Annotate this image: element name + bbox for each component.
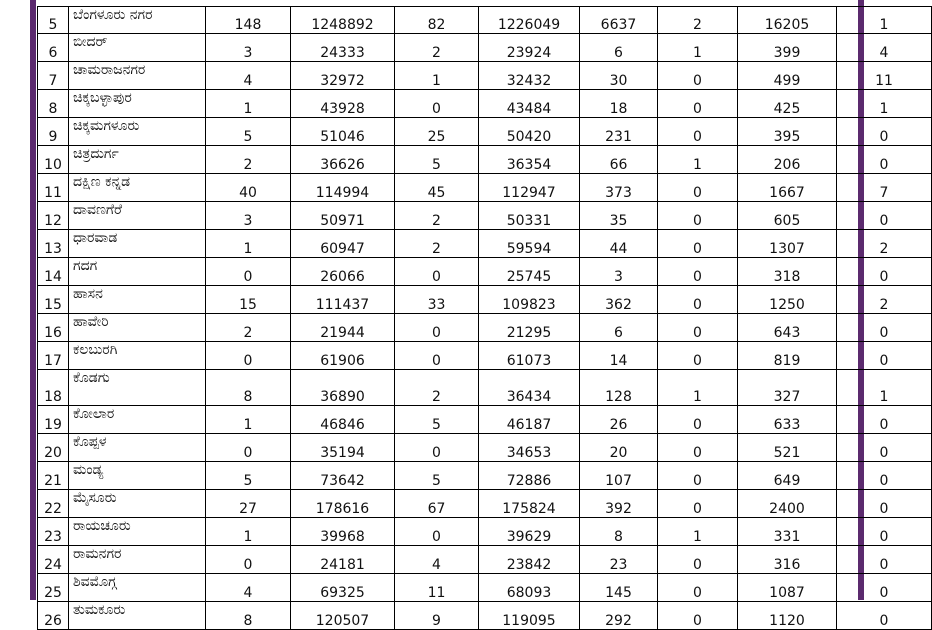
col5-cell: 145 — [580, 574, 658, 602]
col2-cell: 60947 — [291, 230, 395, 258]
col4-cell: 25745 — [479, 258, 580, 286]
col2-cell: 120507 — [291, 602, 395, 630]
col1-cell: 148 — [206, 7, 291, 34]
col1-cell: 1 — [206, 230, 291, 258]
serial-number-cell: 25 — [38, 574, 69, 602]
district-name-cell: ಹಾವೇರಿ — [69, 314, 206, 342]
col5-cell: 6 — [580, 314, 658, 342]
col3-cell: 33 — [395, 286, 479, 314]
col5-cell: 35 — [580, 202, 658, 230]
col3-cell: 0 — [395, 342, 479, 370]
table-row — [38, 7, 932, 34]
col2-cell: 32972 — [291, 62, 395, 90]
col6-cell: 0 — [658, 90, 738, 118]
col8-cell: 1 — [837, 90, 932, 118]
col5-cell: 292 — [580, 602, 658, 630]
col5-cell: 392 — [580, 490, 658, 518]
district-name-cell: ಧಾರವಾಡ — [69, 230, 206, 258]
col7-cell: 425 — [738, 90, 837, 118]
col7-cell: 633 — [738, 406, 837, 434]
col1-cell: 5 — [206, 118, 291, 146]
table-row — [38, 518, 932, 546]
col1-cell: 3 — [206, 34, 291, 62]
col1-cell: 4 — [206, 574, 291, 602]
table-body — [38, 7, 932, 630]
col7-cell: 318 — [738, 258, 837, 286]
col1-cell: 27 — [206, 490, 291, 518]
col3-cell: 0 — [395, 434, 479, 462]
district-table-container — [37, 0, 893, 629]
table-row — [38, 90, 932, 118]
col8-cell: 0 — [837, 342, 932, 370]
col5-cell: 23 — [580, 546, 658, 574]
table-row — [38, 406, 932, 434]
col3-cell: 67 — [395, 490, 479, 518]
col2-cell: 46846 — [291, 406, 395, 434]
col3-cell: 45 — [395, 174, 479, 202]
table-row — [38, 118, 932, 146]
district-name-cell: ಮಂಡ್ಯ — [69, 462, 206, 490]
col8-cell: 0 — [837, 118, 932, 146]
serial-number-cell: 20 — [38, 434, 69, 462]
serial-number-cell: 13 — [38, 230, 69, 258]
table-row — [38, 174, 932, 202]
col4-cell: 109823 — [479, 286, 580, 314]
col5-cell: 231 — [580, 118, 658, 146]
col4-cell: 1226049 — [479, 7, 580, 34]
col7-cell: 1120 — [738, 602, 837, 630]
col2-cell: 36626 — [291, 146, 395, 174]
col2-cell: 1248892 — [291, 7, 395, 34]
col7-cell: 499 — [738, 62, 837, 90]
col4-cell: 72886 — [479, 462, 580, 490]
col7-cell: 1667 — [738, 174, 837, 202]
col1-cell: 4 — [206, 62, 291, 90]
col7-cell: 819 — [738, 342, 837, 370]
col2-cell: 50971 — [291, 202, 395, 230]
col4-cell: 61073 — [479, 342, 580, 370]
col1-cell: 40 — [206, 174, 291, 202]
col4-cell: 50331 — [479, 202, 580, 230]
col3-cell: 0 — [395, 90, 479, 118]
col5-cell: 373 — [580, 174, 658, 202]
col1-cell: 1 — [206, 406, 291, 434]
col6-cell: 0 — [658, 174, 738, 202]
col8-cell: 1 — [837, 370, 932, 406]
col4-cell: 32432 — [479, 62, 580, 90]
col8-cell: 0 — [837, 434, 932, 462]
col5-cell: 362 — [580, 286, 658, 314]
col5-cell: 6637 — [580, 7, 658, 34]
serial-number-cell: 18 — [38, 370, 69, 406]
col2-cell: 61906 — [291, 342, 395, 370]
col7-cell: 395 — [738, 118, 837, 146]
col6-cell: 2 — [658, 7, 738, 34]
district-name-cell: ರಾಯಚೂರು — [69, 518, 206, 546]
col3-cell: 1 — [395, 62, 479, 90]
col2-cell: 111437 — [291, 286, 395, 314]
serial-number-cell: 22 — [38, 490, 69, 518]
col2-cell: 35194 — [291, 434, 395, 462]
col3-cell: 2 — [395, 34, 479, 62]
district-name-cell: ಬೆಂಗಳೂರು ನಗರ — [69, 7, 206, 34]
col7-cell: 16205 — [738, 7, 837, 34]
col8-cell: 0 — [837, 602, 932, 630]
table-row — [38, 462, 932, 490]
col1-cell: 0 — [206, 342, 291, 370]
col1-cell: 0 — [206, 258, 291, 286]
serial-number-cell: 14 — [38, 258, 69, 286]
col4-cell: 23924 — [479, 34, 580, 62]
col1-cell: 2 — [206, 314, 291, 342]
serial-number-cell: 15 — [38, 286, 69, 314]
table-row — [38, 202, 932, 230]
col8-cell: 4 — [837, 34, 932, 62]
col7-cell: 206 — [738, 146, 837, 174]
col7-cell: 331 — [738, 518, 837, 546]
serial-number-cell: 8 — [38, 90, 69, 118]
col5-cell: 18 — [580, 90, 658, 118]
col6-cell: 0 — [658, 286, 738, 314]
col1-cell: 5 — [206, 462, 291, 490]
table-row — [38, 230, 932, 258]
col7-cell: 1087 — [738, 574, 837, 602]
col2-cell: 51046 — [291, 118, 395, 146]
col8-cell: 0 — [837, 406, 932, 434]
serial-number-cell: 26 — [38, 602, 69, 630]
district-name-cell: ಶಿವಮೊಗ್ಗ — [69, 574, 206, 602]
col7-cell: 521 — [738, 434, 837, 462]
col1-cell: 8 — [206, 370, 291, 406]
col2-cell: 178616 — [291, 490, 395, 518]
col4-cell: 43484 — [479, 90, 580, 118]
col3-cell: 5 — [395, 462, 479, 490]
col2-cell: 69325 — [291, 574, 395, 602]
serial-number-cell: 19 — [38, 406, 69, 434]
serial-number-cell: 10 — [38, 146, 69, 174]
col2-cell: 36890 — [291, 370, 395, 406]
col8-cell: 2 — [837, 230, 932, 258]
table-row — [38, 314, 932, 342]
col3-cell: 9 — [395, 602, 479, 630]
col6-cell: 0 — [658, 230, 738, 258]
col6-cell: 0 — [658, 406, 738, 434]
col8-cell: 0 — [837, 490, 932, 518]
col3-cell: 25 — [395, 118, 479, 146]
serial-number-cell: 24 — [38, 546, 69, 574]
col1-cell: 2 — [206, 146, 291, 174]
col7-cell: 605 — [738, 202, 837, 230]
col1-cell: 8 — [206, 602, 291, 630]
col5-cell: 6 — [580, 34, 658, 62]
col1-cell: 0 — [206, 434, 291, 462]
table-row — [38, 146, 932, 174]
col7-cell: 2400 — [738, 490, 837, 518]
district-name-cell: ಚಿಕ್ಕಬಳ್ಳಾಪುರ — [69, 90, 206, 118]
col4-cell: 36434 — [479, 370, 580, 406]
col5-cell: 26 — [580, 406, 658, 434]
col3-cell: 11 — [395, 574, 479, 602]
col5-cell: 107 — [580, 462, 658, 490]
col4-cell: 36354 — [479, 146, 580, 174]
col3-cell: 5 — [395, 146, 479, 174]
col2-cell: 24333 — [291, 34, 395, 62]
col5-cell: 44 — [580, 230, 658, 258]
col8-cell: 2 — [837, 286, 932, 314]
serial-number-cell: 21 — [38, 462, 69, 490]
col3-cell: 4 — [395, 546, 479, 574]
col3-cell: 2 — [395, 230, 479, 258]
district-name-cell: ಬೀದರ್ — [69, 34, 206, 62]
col8-cell: 0 — [837, 146, 932, 174]
district-name-cell: ಕಲಬುರಗಿ — [69, 342, 206, 370]
col2-cell: 26066 — [291, 258, 395, 286]
col7-cell: 327 — [738, 370, 837, 406]
district-name-cell: ಚಿತ್ರದುರ್ಗ — [69, 146, 206, 174]
col2-cell: 24181 — [291, 546, 395, 574]
table-row — [38, 342, 932, 370]
district-name-cell: ರಾಮನಗರ — [69, 546, 206, 574]
table-row — [38, 490, 932, 518]
col5-cell: 8 — [580, 518, 658, 546]
col1-cell: 1 — [206, 518, 291, 546]
table-row — [38, 34, 932, 62]
col3-cell: 82 — [395, 7, 479, 34]
col4-cell: 21295 — [479, 314, 580, 342]
col6-cell: 0 — [658, 118, 738, 146]
col4-cell: 119095 — [479, 602, 580, 630]
col2-cell: 21944 — [291, 314, 395, 342]
col6-cell: 0 — [658, 602, 738, 630]
col3-cell: 2 — [395, 202, 479, 230]
serial-number-cell: 5 — [38, 7, 69, 34]
table-row — [38, 602, 932, 630]
col1-cell: 15 — [206, 286, 291, 314]
col5-cell: 14 — [580, 342, 658, 370]
col3-cell: 0 — [395, 518, 479, 546]
col4-cell: 46187 — [479, 406, 580, 434]
col8-cell: 11 — [837, 62, 932, 90]
col8-cell: 0 — [837, 202, 932, 230]
col1-cell: 3 — [206, 202, 291, 230]
col5-cell: 20 — [580, 434, 658, 462]
col6-cell: 0 — [658, 462, 738, 490]
col6-cell: 0 — [658, 546, 738, 574]
col7-cell: 316 — [738, 546, 837, 574]
district-name-cell: ದಾವಣಗೆರೆ — [69, 202, 206, 230]
col8-cell: 1 — [837, 7, 932, 34]
col8-cell: 0 — [837, 518, 932, 546]
col1-cell: 1 — [206, 90, 291, 118]
district-name-cell: ಕೊಡಗು — [69, 370, 206, 406]
table-row — [38, 546, 932, 574]
serial-number-cell: 17 — [38, 342, 69, 370]
col8-cell: 0 — [837, 314, 932, 342]
serial-number-cell: 9 — [38, 118, 69, 146]
table-row — [38, 370, 932, 406]
table-row — [38, 62, 932, 90]
col8-cell: 0 — [837, 574, 932, 602]
col8-cell: 0 — [837, 258, 932, 286]
col2-cell: 73642 — [291, 462, 395, 490]
col6-cell: 1 — [658, 146, 738, 174]
district-name-cell: ಹಾಸನ — [69, 286, 206, 314]
col7-cell: 399 — [738, 34, 837, 62]
district-name-cell: ದಕ್ಷಿಣ ಕನ್ನಡ — [69, 174, 206, 202]
col6-cell: 0 — [658, 258, 738, 286]
col2-cell: 39968 — [291, 518, 395, 546]
col8-cell: 0 — [837, 462, 932, 490]
col6-cell: 1 — [658, 370, 738, 406]
district-name-cell: ಕೊಪ್ಪಳ — [69, 434, 206, 462]
col7-cell: 649 — [738, 462, 837, 490]
page-border-left — [30, 0, 36, 600]
col4-cell: 23842 — [479, 546, 580, 574]
col5-cell: 66 — [580, 146, 658, 174]
col7-cell: 1250 — [738, 286, 837, 314]
district-name-cell: ಚಿಕ್ಕಮಗಳೂರು — [69, 118, 206, 146]
col5-cell: 30 — [580, 62, 658, 90]
col1-cell: 0 — [206, 546, 291, 574]
district-name-cell: ಚಾಮರಾಜನಗರ — [69, 62, 206, 90]
district-name-cell: ಗದಗ — [69, 258, 206, 286]
serial-number-cell: 7 — [38, 62, 69, 90]
col8-cell: 7 — [837, 174, 932, 202]
col6-cell: 1 — [658, 518, 738, 546]
col7-cell: 643 — [738, 314, 837, 342]
col6-cell: 0 — [658, 342, 738, 370]
col4-cell: 68093 — [479, 574, 580, 602]
col4-cell: 175824 — [479, 490, 580, 518]
serial-number-cell: 12 — [38, 202, 69, 230]
col6-cell: 0 — [658, 574, 738, 602]
col4-cell: 50420 — [479, 118, 580, 146]
col6-cell: 0 — [658, 434, 738, 462]
serial-number-cell: 16 — [38, 314, 69, 342]
col5-cell: 128 — [580, 370, 658, 406]
col7-cell: 1307 — [738, 230, 837, 258]
district-data-table — [37, 6, 932, 630]
col6-cell: 1 — [658, 34, 738, 62]
col3-cell: 0 — [395, 258, 479, 286]
district-name-cell: ತುಮಕೂರು — [69, 602, 206, 630]
table-row — [38, 258, 932, 286]
col2-cell: 114994 — [291, 174, 395, 202]
col2-cell: 43928 — [291, 90, 395, 118]
col4-cell: 59594 — [479, 230, 580, 258]
col6-cell: 0 — [658, 62, 738, 90]
col8-cell: 0 — [837, 546, 932, 574]
col4-cell: 112947 — [479, 174, 580, 202]
table-row — [38, 574, 932, 602]
district-name-cell: ಕೋಲಾರ — [69, 406, 206, 434]
col3-cell: 0 — [395, 314, 479, 342]
col6-cell: 0 — [658, 490, 738, 518]
table-row — [38, 434, 932, 462]
district-name-cell: ಮೈಸೂರು — [69, 490, 206, 518]
col5-cell: 3 — [580, 258, 658, 286]
col3-cell: 5 — [395, 406, 479, 434]
serial-number-cell: 6 — [38, 34, 69, 62]
col4-cell: 34653 — [479, 434, 580, 462]
col3-cell: 2 — [395, 370, 479, 406]
col4-cell: 39629 — [479, 518, 580, 546]
table-row — [38, 286, 932, 314]
serial-number-cell: 23 — [38, 518, 69, 546]
serial-number-cell: 11 — [38, 174, 69, 202]
col6-cell: 0 — [658, 202, 738, 230]
col6-cell: 0 — [658, 314, 738, 342]
